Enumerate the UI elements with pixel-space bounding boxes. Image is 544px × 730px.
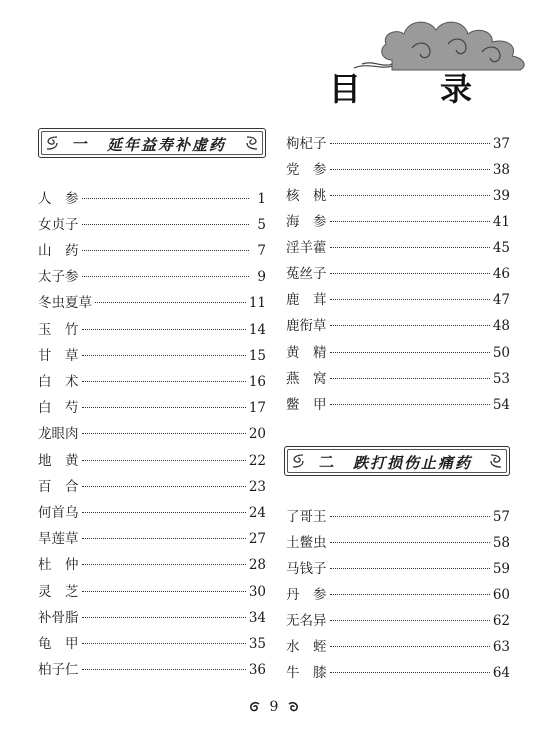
- entry-name: 燕 窝: [286, 371, 327, 387]
- entry-name: 白 术: [38, 374, 79, 390]
- entry-page: 14: [248, 322, 266, 338]
- entry-page: 54: [492, 397, 510, 413]
- toc-entry[interactable]: [38, 449, 266, 469]
- dot-leader: [82, 381, 246, 382]
- entry-name: 补骨脂: [38, 610, 79, 626]
- dot-leader: [82, 564, 246, 565]
- entry-page: 64: [492, 665, 510, 681]
- section-title: 延年益寿补虚药: [107, 136, 227, 154]
- dot-leader: [82, 329, 246, 330]
- dot-leader: [330, 143, 490, 144]
- entry-name: 人 参: [38, 191, 79, 207]
- entry-page: 23: [248, 479, 266, 495]
- entry-name: 土鳖虫: [286, 535, 327, 551]
- entry-page: 45: [492, 240, 510, 256]
- entry-page: 1: [257, 191, 266, 207]
- entry-name: 马钱子: [286, 561, 327, 577]
- dot-leader: [82, 198, 250, 199]
- entry-name: 杜 仲: [38, 557, 79, 573]
- toc-entry[interactable]: [38, 580, 266, 600]
- entry-page: 38: [492, 162, 510, 178]
- dot-leader: [330, 672, 490, 673]
- toc-entry[interactable]: [38, 318, 266, 338]
- entry-page: 9: [257, 269, 266, 285]
- scroll-ornament-icon: [43, 134, 61, 152]
- toc-entry[interactable]: [286, 557, 510, 577]
- page-title: 目 录: [328, 70, 506, 108]
- toc-entry[interactable]: [38, 265, 266, 285]
- toc-entry[interactable]: [286, 583, 510, 603]
- entry-page: 16: [248, 374, 266, 390]
- section-number: 一: [73, 135, 89, 153]
- dot-leader: [82, 224, 250, 225]
- entry-name: 海 参: [286, 214, 327, 230]
- entry-page: 57: [492, 509, 510, 525]
- toc-entry[interactable]: [38, 501, 266, 521]
- dot-leader: [82, 355, 246, 356]
- dot-leader: [82, 460, 246, 461]
- dot-leader: [330, 404, 490, 405]
- entry-name: 百 合: [38, 479, 79, 495]
- toc-entry[interactable]: [286, 132, 510, 152]
- section-number: 二: [319, 453, 335, 471]
- toc-entry[interactable]: [38, 187, 266, 207]
- entry-name: 女贞子: [38, 217, 79, 233]
- dot-leader: [330, 352, 490, 353]
- toc-entry[interactable]: [38, 658, 266, 678]
- entry-name: 牛 膝: [286, 665, 327, 681]
- dot-leader: [330, 568, 490, 569]
- toc-entry[interactable]: [38, 370, 266, 390]
- entry-page: 11: [248, 295, 266, 311]
- toc-entry[interactable]: [38, 553, 266, 573]
- entry-page: 28: [248, 557, 266, 573]
- entry-page: 50: [492, 345, 510, 361]
- dot-leader: [330, 378, 490, 379]
- toc-entry[interactable]: [286, 661, 510, 681]
- toc-entry[interactable]: [38, 632, 266, 652]
- entry-name: 冬虫夏草: [38, 295, 92, 311]
- dot-leader: [82, 276, 250, 277]
- entry-page: 53: [492, 371, 510, 387]
- toc-entry[interactable]: [38, 422, 266, 442]
- entry-name: 甘 草: [38, 348, 79, 364]
- entry-page: 5: [257, 217, 266, 233]
- entry-page: 39: [492, 188, 510, 204]
- dot-leader: [330, 221, 490, 222]
- entry-page: 47: [492, 292, 510, 308]
- entry-name: 鹿衔草: [286, 318, 327, 334]
- page-number: 9: [269, 699, 279, 715]
- dot-leader: [330, 594, 490, 595]
- entry-name: 党 参: [286, 162, 327, 178]
- entry-page: 35: [248, 636, 266, 652]
- entry-name: 无名异: [286, 613, 327, 629]
- toc-entry[interactable]: [286, 288, 510, 308]
- dot-leader: [82, 643, 246, 644]
- entry-name: 鳖 甲: [286, 397, 327, 413]
- dot-leader: [82, 250, 250, 251]
- page-footer: [248, 696, 300, 718]
- toc-entry[interactable]: [286, 314, 510, 334]
- entry-page: 60: [492, 587, 510, 603]
- dot-leader: [330, 247, 490, 248]
- entry-page: 41: [492, 214, 510, 230]
- entry-name: 旱莲草: [38, 531, 79, 547]
- toc-entry[interactable]: [286, 210, 510, 230]
- entry-name: 核 桃: [286, 188, 327, 204]
- toc-entry[interactable]: [286, 393, 510, 413]
- dot-leader: [95, 302, 246, 303]
- toc-entry[interactable]: [38, 527, 266, 547]
- entry-name: 了哥王: [286, 509, 327, 525]
- dot-leader: [82, 591, 246, 592]
- dot-leader: [330, 273, 490, 274]
- entry-page: 48: [492, 318, 510, 334]
- dot-leader: [330, 620, 490, 621]
- entry-page: 59: [492, 561, 510, 577]
- dot-leader: [82, 512, 246, 513]
- toc-entry[interactable]: [286, 609, 510, 629]
- dot-leader: [330, 516, 490, 517]
- entry-name: 菟丝子: [286, 266, 327, 282]
- toc-entry[interactable]: [286, 158, 510, 178]
- entry-name: 黄 精: [286, 345, 327, 361]
- toc-entry[interactable]: [38, 213, 266, 233]
- entry-page: 46: [492, 266, 510, 282]
- entry-page: 27: [248, 531, 266, 547]
- toc-entry[interactable]: [38, 291, 266, 311]
- toc-entry[interactable]: [286, 184, 510, 204]
- entry-name: 太子参: [38, 269, 79, 285]
- toc-entry[interactable]: [38, 344, 266, 364]
- entry-page: 7: [257, 243, 266, 259]
- dot-leader: [330, 646, 490, 647]
- entry-page: 62: [492, 613, 510, 629]
- toc-entry[interactable]: [286, 236, 510, 256]
- toc-entry[interactable]: [286, 505, 510, 525]
- entry-page: 17: [248, 400, 266, 416]
- entry-name: 地 黄: [38, 453, 79, 469]
- toc-entry[interactable]: [286, 341, 510, 361]
- section-header: [38, 128, 266, 158]
- dot-leader: [82, 486, 246, 487]
- dot-leader: [82, 433, 246, 434]
- dot-leader: [82, 538, 246, 539]
- dot-leader: [330, 195, 490, 196]
- scroll-ornament-icon: [243, 134, 261, 152]
- dot-leader: [330, 299, 490, 300]
- entry-page: 24: [248, 505, 266, 521]
- swirl-left-icon: [248, 700, 262, 714]
- entry-name: 龟 甲: [38, 636, 79, 652]
- toc-entry[interactable]: [286, 635, 510, 655]
- entry-name: 灵 芝: [38, 584, 79, 600]
- entry-page: 37: [492, 136, 510, 152]
- entry-name: 水 蛭: [286, 639, 327, 655]
- toc-entry[interactable]: [286, 262, 510, 282]
- entry-page: 15: [248, 348, 266, 364]
- dot-leader: [330, 542, 490, 543]
- dot-leader: [330, 325, 490, 326]
- scroll-ornament-icon: [487, 452, 505, 470]
- entry-name: 枸杞子: [286, 136, 327, 152]
- entry-page: 58: [492, 535, 510, 551]
- toc-entry[interactable]: [38, 239, 266, 259]
- entry-page: 22: [248, 453, 266, 469]
- entry-page: 34: [248, 610, 266, 626]
- toc-entry[interactable]: [38, 475, 266, 495]
- entry-page: 36: [248, 662, 266, 678]
- entry-name: 玉 竹: [38, 322, 79, 338]
- entry-name: 丹 参: [286, 587, 327, 603]
- entry-name: 何首乌: [38, 505, 79, 521]
- section-header: [284, 446, 510, 476]
- toc-entry[interactable]: [286, 531, 510, 551]
- swirl-right-icon: [286, 700, 300, 714]
- toc-entry[interactable]: [38, 606, 266, 626]
- entry-name: 白 芍: [38, 400, 79, 416]
- dot-leader: [82, 669, 246, 670]
- entry-name: 龙眼肉: [38, 426, 79, 442]
- entry-name: 柏子仁: [38, 662, 79, 678]
- entry-name: 淫羊藿: [286, 240, 327, 256]
- entry-name: 山 药: [38, 243, 79, 259]
- entry-page: 30: [248, 584, 266, 600]
- section-title: 跌打损伤止痛药: [353, 454, 473, 472]
- entry-name: 鹿 茸: [286, 292, 327, 308]
- scroll-ornament-icon: [289, 452, 307, 470]
- dot-leader: [82, 617, 246, 618]
- entry-page: 20: [248, 426, 266, 442]
- dot-leader: [82, 407, 246, 408]
- toc-entry[interactable]: [286, 367, 510, 387]
- dot-leader: [330, 169, 490, 170]
- entry-page: 63: [492, 639, 510, 655]
- toc-entry[interactable]: [38, 396, 266, 416]
